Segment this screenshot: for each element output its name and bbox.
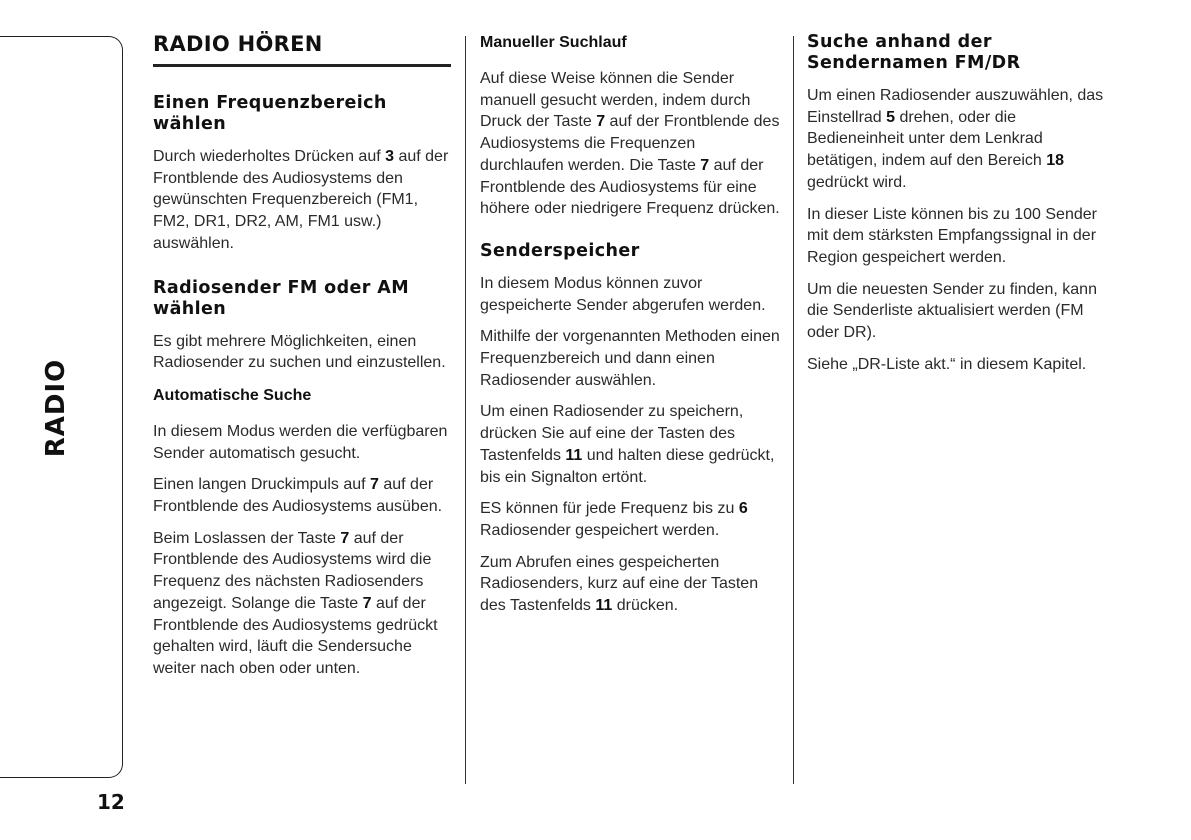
column-1 (153, 32, 453, 680)
paragraph-search-name-1: Um einen Radiosender auszuwählen, das Einstellrad 5 drehen, oder die Bedieneinheit unter dem Lenkrad betätigen, indem auf den Bereich 18 gedrückt wird. (807, 87, 1104, 191)
section-heading-select-station: Radiosender FM oder AM wählen (153, 277, 410, 319)
chapter-side-label: RADIO (41, 358, 71, 458)
paragraph-memory-4: ES können für jede Frequenz bis zu 6 Radiosender gespeichert werden. (480, 500, 748, 539)
paragraph-manual-search: Auf diese Weise können die Sender manuell gesucht werden, indem durch Druck der Taste 7 auf der Frontblende des Audiosystems die Frequenzen durchlaufen werden. Die Taste 7 auf der Frontblende des Audiosystems für eine höhere oder niedrigere Frequenz drücken. (480, 70, 780, 218)
paragraph-memory-5: Zum Abrufen eines gespeicherten Radiosenders, kurz auf eine der Tasten des Tastenfelds 11 drücken. (480, 553, 759, 615)
section-heading-search-by-name: Suche anhand der Sendernamen FM/DR (807, 32, 1021, 73)
paragraph-automatic-search-3: Beim Loslassen der Taste 7 auf der Frontblende des Audiosystems wird die Frequenz des nächsten Radiosenders angezeigt. Solange die Taste 7 auf der Frontblende des Audiosystems gedrückt gehalten wird, läuft die Sendersuche weiter nach oben oder unten. (153, 529, 438, 677)
paragraph-memory-3: Um einen Radiosender zu speichern, drücken Sie auf eine der Tasten des Tastenfelds 11 und halten diese gedrückt, bis ein Signalton ertönt. (480, 403, 775, 486)
page-number: 12 (97, 790, 125, 814)
paragraph-memory-2: Mithilfe der vorgenannten Methoden einen Frequenzbereich und dann einen Radiosender auswählen. (480, 328, 780, 389)
paragraph-automatic-search-2: Einen langen Druckimpuls auf 7 auf der Frontblende des Audiosystems ausüben. (153, 476, 443, 516)
paragraph-frequency-band: Durch wiederholtes Drücken auf 3 auf der Frontblende des Audiosystems den gewünschten Frequenzbereich (FM1, FM2, DR1, DR2, AM, FM1 usw.) auswählen. (153, 148, 449, 252)
paragraph-search-name-4: Siehe „DR-Liste akt.“ in diesem Kapitel. (807, 355, 1087, 373)
section-heading-frequency-band: Einen Frequenzbereich wählen (153, 93, 387, 134)
paragraph-automatic-search-1: In diesem Modus werden die verfügbaren Sender automatisch gesucht. (153, 422, 448, 462)
paragraph-memory-1: In diesem Modus können zuvor gespeicherte Sender abgerufen werden. (480, 274, 766, 314)
paragraph-search-name-3: Um die neuesten Sender zu finden, kann die Senderliste aktualisiert werden (FM oder DR). (807, 280, 1097, 342)
subheading-manual-search: Manueller Suchlauf (480, 34, 627, 51)
subheading-automatic-search: Automatische Suche (153, 386, 312, 404)
page-title: RADIO HÖREN (153, 32, 451, 67)
column-2 (480, 32, 780, 617)
column-divider (793, 36, 794, 784)
paragraph-search-name-2: In dieser Liste können bis zu 100 Sender mit dem stärksten Empfangssignal in der Region gespeichert werden. (807, 205, 1097, 266)
paragraph-select-station: Es gibt mehrere Möglichkeiten, einen Radiosender zu suchen und einzustellen. (153, 332, 446, 372)
column-3 (807, 32, 1112, 375)
section-heading-station-memory: Senderspeicher (480, 240, 640, 261)
column-divider (465, 36, 466, 784)
